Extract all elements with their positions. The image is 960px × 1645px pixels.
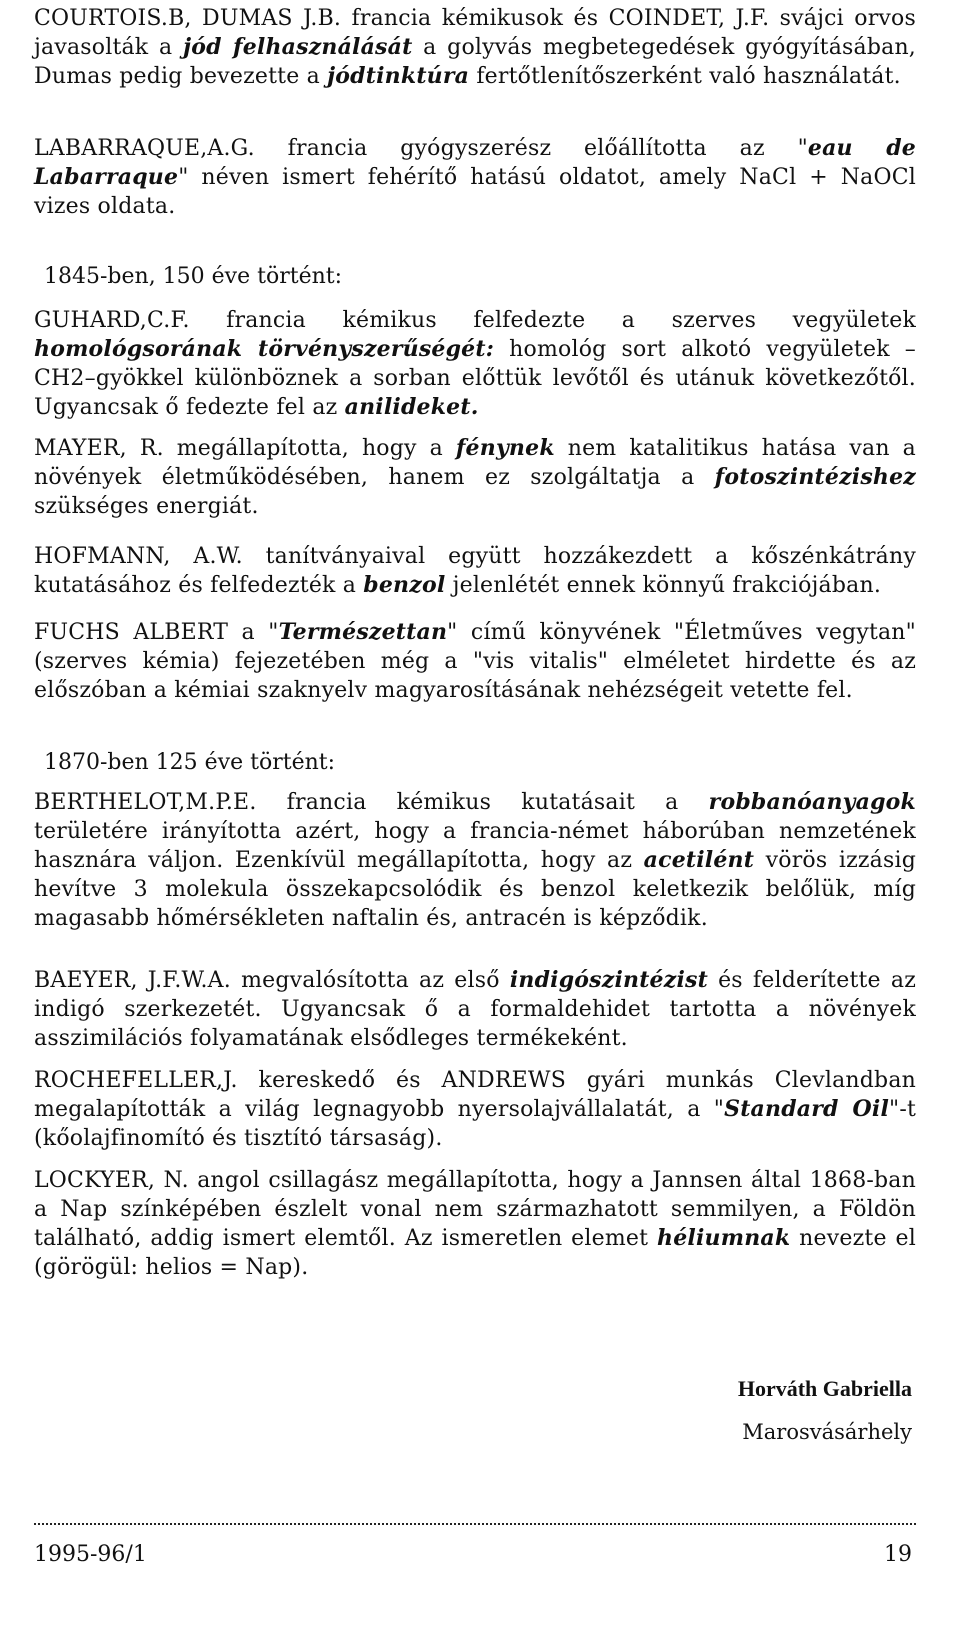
emphasized-term: jód felhasználását [183, 34, 413, 60]
paragraph-courtois [34, 4, 916, 91]
paragraph-rockefeller [34, 1066, 916, 1153]
text-run: ROCHEFELLER,J. kereskedő és ANDREWS gyári munkás Clevlandban megalapították a világ legnagyobb nyersolajvállalatát, a " [34, 1068, 916, 1122]
text-run: HOFMANN, A.W. tanítványaival együtt hozzákezdett a kőszénkátrány kutatásához és felfedezték a [34, 544, 916, 598]
emphasized-term: Standard Oil [724, 1096, 890, 1122]
text-run: 1845-ben, 150 éve történt: [44, 264, 343, 289]
emphasized-term: indigószintézist [509, 967, 708, 993]
emphasized-term: fénynek [455, 435, 555, 461]
author-place: Marosvásárhely [742, 1420, 912, 1444]
emphasized-term: robbanóanyagok [708, 789, 916, 815]
emphasized-term: eau de Labarraque [34, 135, 916, 190]
text-run: " néven ismert fehérítő hatású oldatot, amely NaCl + NaOCl vizes oldata. [34, 165, 916, 219]
text-run: LOCKYER, N. angol csillagász megállapította, hogy a Jannsen által 1868-ban a Nap színképében észlelt vonal nem származhatott semmilyen, a Földön található, addig ismert elemtől. Az ismeretlen elemet [34, 1168, 916, 1251]
author-name: Horváth Gabriella [737, 1376, 912, 1401]
text-run: LABARRAQUE,A.G. francia gyógyszerész előállította az " [34, 136, 808, 161]
text-run: a golyvás megbetegedések gyógyításában, Dumas pedig bevezette a [34, 35, 917, 89]
text-run: homológ sort alkotó vegyületek –CH2–gyökkel különböznek a sorban előttük levőtől és utánuk következőtől. Ugyancsak ő fedezte fel az [34, 337, 916, 420]
paragraph-guhard [34, 306, 916, 422]
text-run: "-t (kőolajfinomító és tisztító társaság). [34, 1097, 917, 1151]
text-run: FUCHS ALBERT a " [34, 620, 279, 645]
text-run: GUHARD,C.F. francia kémikus felfedezte a szerves vegyületek [34, 308, 916, 333]
text-run: és felderítette az indigó szerkezetét. Ugyancsak ő a formaldehidet tartotta a növények asszimilációs folyamatának elsődleges termékeként. [34, 968, 916, 1051]
paragraph-berthelot [34, 788, 916, 933]
text-run: nem katalitikus hatása van a növények életműködésében, hanem ez szolgáltatja a [34, 436, 916, 490]
emphasized-term: fotoszintézishez [714, 464, 916, 490]
text-run: BAEYER, J.F.W.A. megvalósította az első [34, 968, 510, 993]
text-run: MAYER, R. megállapította, hogy a [34, 436, 456, 461]
section-heading-1870 [44, 748, 914, 777]
paragraph-labarraque [34, 134, 916, 221]
text-run: " című könyvének "Életműves vegytan" (szerves kémia) fejezetében még a "vis vitalis" elméletet hirdette és az előszóban a kémiai szaknyelv magyarosításának nehézségeit vetette fel. [34, 620, 916, 703]
text-run: területére irányította azért, hogy a francia-német háborúban nemzetének hasznára váljon. Ezenkívül megállapította, hogy az [34, 819, 916, 873]
issue-number: 1995-96/1 [34, 1542, 147, 1567]
section-heading-1845 [44, 262, 914, 291]
text-run: jelenlétét ennek könnyű frakciójában. [445, 573, 882, 598]
text-run: fertőtlenítőszerként való használatát. [469, 64, 901, 89]
emphasized-term: héliumnak [657, 1225, 791, 1251]
paragraph-mayer [34, 434, 916, 521]
emphasized-term: anilideket. [344, 394, 479, 420]
text-run: BERTHELOT,M.P.E. francia kémikus kutatásait a [34, 790, 709, 815]
emphasized-term: homológsorának törvényszerűségét: [34, 336, 495, 362]
emphasized-term: benzol [363, 572, 446, 598]
paragraph-lockyer [34, 1166, 916, 1282]
text-run: nevezte el (görögül: helios = Nap). [34, 1226, 916, 1280]
emphasized-term: acetilént [643, 847, 755, 873]
footer-divider [34, 1523, 916, 1525]
page-number: 19 [884, 1542, 912, 1567]
text-run: szükséges energiát. [34, 494, 259, 519]
text-run: vörös izzásig hevítve 3 molekula összekapcsolódik és benzol keletkezik belőlük, míg magasabb hőmérsékleten naftalin és, antracén is képződik. [34, 848, 916, 931]
emphasized-term: jódtinktúra [327, 63, 470, 89]
paragraph-baeyer [34, 966, 916, 1053]
paragraph-fuchs [34, 618, 916, 705]
paragraph-hofmann [34, 542, 916, 600]
text-run: 1870-ben 125 éve történt: [44, 750, 336, 775]
emphasized-term: Természettan [278, 619, 448, 645]
text-run: COURTOIS.B, DUMAS J.B. francia kémikusok és COINDET, J.F. svájci orvos javasolták a [34, 6, 916, 60]
